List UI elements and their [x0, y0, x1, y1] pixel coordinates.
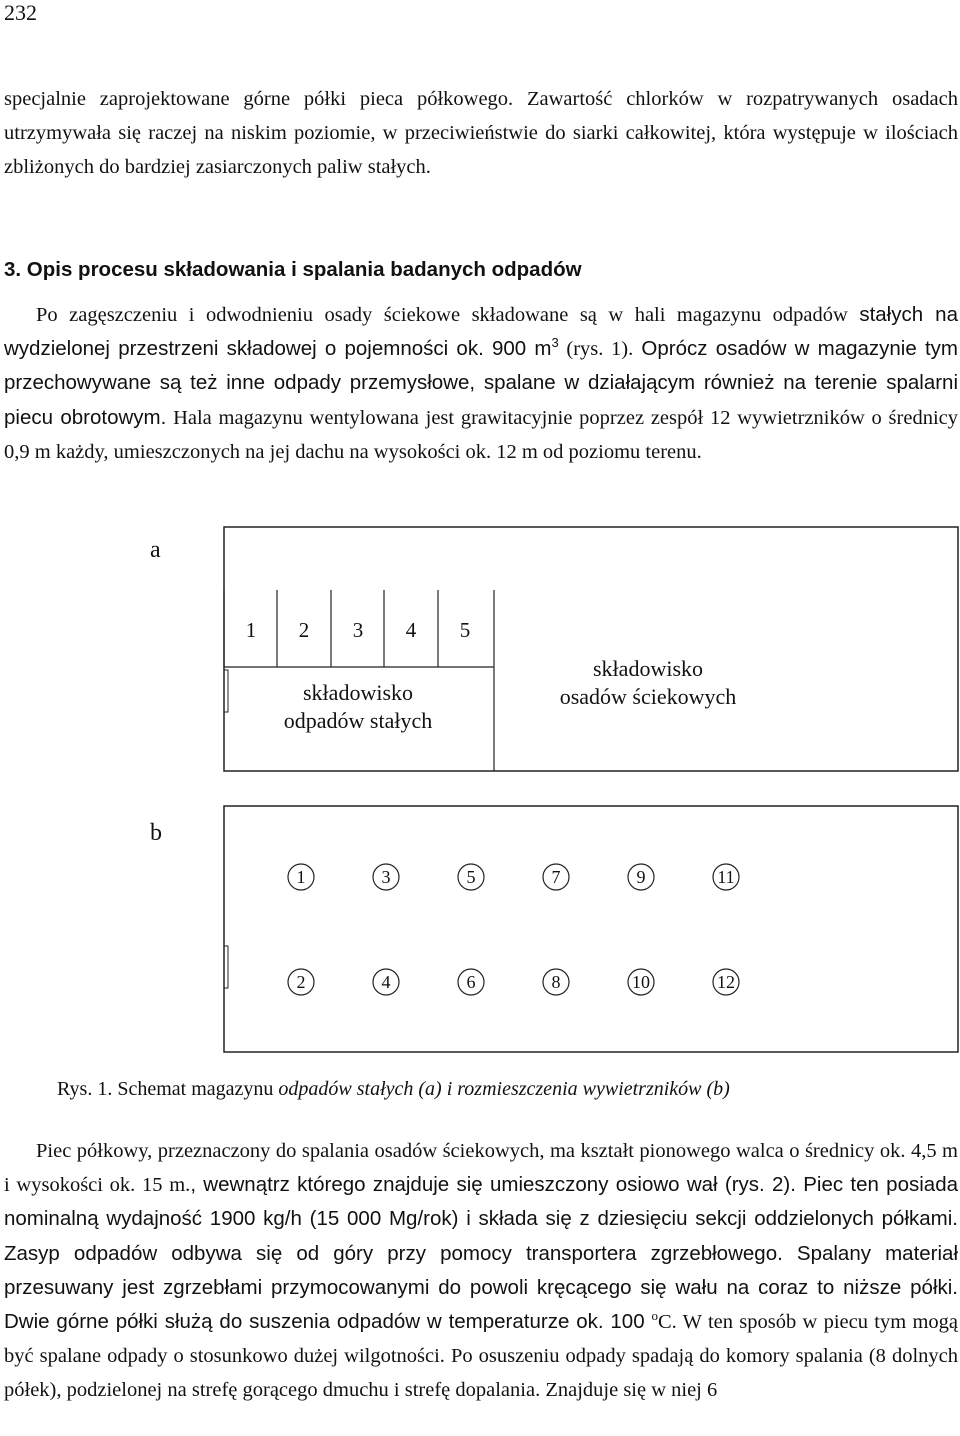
ventilator-number: 8	[551, 972, 561, 992]
ventilator-number: 6	[466, 972, 476, 992]
figure-caption	[57, 1078, 730, 1101]
cubic-superscript: 3	[551, 335, 559, 351]
bay-label: 4	[405, 618, 417, 642]
figure-label-b: b	[150, 820, 162, 846]
caption-prefix: Rys. 1. Schemat magazynu	[57, 1078, 279, 1100]
solid-waste-label: odpadów stałych	[283, 708, 433, 733]
solid-waste-label: składowisko	[303, 680, 413, 705]
storage-text-f: Hala magazynu wentylowana jest grawitacyjnie poprzez zespół 12 wywietrzników o średnicy 0,9 m każdy, umieszczonych na jej dachu na wysokości ok. 12 m od poziomu terenu.	[4, 406, 958, 463]
ventilator-number: 12	[717, 972, 735, 992]
storage-text-c: (rys. 1).	[558, 338, 634, 361]
ventilator-number: 2	[296, 972, 306, 992]
warehouse-figure	[0, 520, 960, 1065]
storage-text-b: stałych na wydzielonej przestrzeni składowej o pojemności ok. 900 m	[4, 303, 958, 361]
ventilator-number: 9	[636, 867, 646, 887]
furnace-text-c: Piec ten posiada nominalną wydajność 1900 kg/h (15 000 Mg/rok) i składa się z dziesięciu sekcji oddzielonych półkami. Zasyp odpadów odbywa się od góry przy pomocy transportera zgrzebłowego. Spalany materiał przesuwany jest zgrzebłami przymocowanymi do powoli kręcącego się wału na coraz to niższe półki. Dwie górne półki służą do suszenia odpadów w temperaturze ok. 100	[4, 1173, 958, 1334]
storage-text-a: Po zagęszczeniu i odwodnieniu osady ściekowe składowane są w hali magazynu odpadów	[36, 304, 860, 326]
ventilator-number: 11	[717, 867, 735, 887]
paragraph-storage	[4, 298, 958, 469]
bay-label: 5	[459, 618, 471, 642]
ventilator-number: 10	[632, 972, 650, 992]
degree-superscript: o	[651, 1308, 658, 1324]
ventilator-number: 3	[381, 867, 391, 887]
ventilator-number: 5	[466, 867, 476, 887]
warehouse-outline-b	[224, 806, 958, 1052]
furnace-text-a: Piec półkowy, przeznaczony do spalania osadów ściekowych, ma kształt pionowego walca o średnicy ok. 4,5 m i wysokości ok. 15 m.	[4, 1140, 958, 1197]
sludge-storage-label: składowisko	[593, 656, 703, 681]
ventilator-number: 4	[381, 972, 391, 992]
furnace-text-b: , wewnątrz którego znajduje się umieszczony osiowo wał (rys. 2).	[190, 1173, 796, 1197]
bay-label: 2	[298, 618, 310, 642]
bay-label: 1	[245, 618, 257, 642]
furnace-text-d: C. W ten sposób w piecu tym mogą być spalane odpady o stosunkowo dużej wilgotności. Po osuszeniu odpady spadają do komory spalania (8 dolnych półek), podzielonej na strefę gorącego dmuchu i strefę dopalania. Znajduje się w niej 6	[4, 1311, 958, 1402]
page-number: 232	[4, 0, 37, 25]
sludge-storage-label: osadów ściekowych	[559, 684, 737, 709]
section-heading: 3. Opis procesu składowania i spalania badanych odpadów	[4, 258, 582, 281]
warehouse-outline-a	[224, 527, 958, 771]
paragraph-intro: specjalnie zaprojektowane górne półki pieca półkowego. Zawartość chlorków w rozpatrywanych osadach utrzymywała się raczej na niskim poziomie, w przeciwieństwie do siarki całkowitej, która występuje w ilościach zbliżonych do bardziej zasiarczonych paliw stałych.	[4, 88, 958, 179]
storage-text-d: Oprócz osadów w magazynie tym przechowywane są też inne odpady przemysłowe, spalane w działającym	[4, 337, 958, 395]
ventilator-number: 7	[551, 867, 561, 887]
figure-label-a: a	[150, 537, 161, 563]
paragraph-furnace	[4, 1134, 958, 1408]
caption-italic: odpadów stałych (a) i rozmieszczenia wywietrzników (b)	[278, 1078, 730, 1100]
storage-text-e: również na terenie spalarni piecu obrotowym.	[4, 371, 959, 429]
ventilator-number: 1	[296, 867, 306, 887]
bay-label: 3	[352, 618, 364, 642]
